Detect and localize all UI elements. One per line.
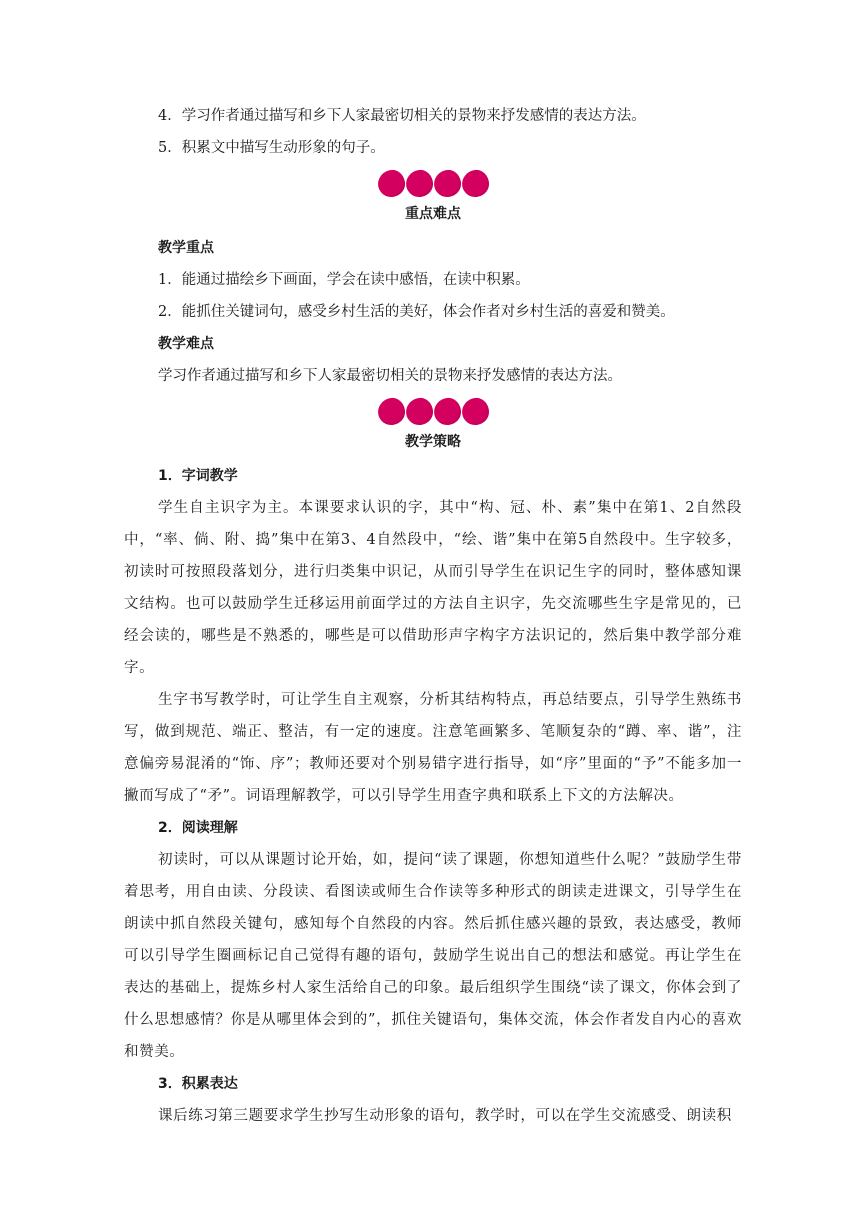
strategy-heading-expression: 3．积累表达 — [158, 1076, 238, 1092]
focus-item: 2．能抓住关键词句，感受乡村生活的美好，体会作者对乡村生活的喜爱和赞美。 — [158, 304, 675, 320]
difficulty-heading: 教学难点 — [158, 336, 214, 352]
paragraph: 初读时，可以从课题讨论开始，如，提问“读了课题，你想知道些什么呢？”鼓励学生带着思考，用自由读、分段读、看图读或师生合作读等多种形式的朗读走进课文，引导学生在朗读中抓自然段关键句，感知每个自然段的内容。然后抓住感兴趣的景致，表达感受，教师可以引导学生圈画标记自己觉得有趣的语句，鼓励学生说出自己的想法和感觉。再让学生在表达的基础上，提炼乡村人家生活给自己的印象。最后组织学生围绕“读了课文，你体会到了什么思想感情？你是从哪里体会到的”，抓住关键语句，集体交流，体会作者发自内心的喜欢和赞美。 — [124, 852, 742, 1060]
strategy-heading-reading: 2．阅读理解 — [158, 820, 238, 836]
focus-heading: 教学重点 — [158, 240, 214, 256]
section-title-strategy: 教学策略 — [405, 434, 461, 450]
petal-icon — [432, 396, 462, 426]
paragraph: 课后练习第三题要求学生抄写生动形象的语句，教学时，可以在学生交流感受、朗读积 — [158, 1108, 732, 1124]
page-content — [124, 100, 742, 1132]
objective-item-5: 5．积累文中描写生动形象的句子。 — [158, 140, 385, 156]
petal-icon — [460, 396, 490, 426]
petal-icon — [460, 168, 490, 198]
focus-item: 1．能通过描绘乡下画面，学会在读中感悟，在读中积累。 — [158, 272, 530, 288]
section-banner-decoration — [124, 398, 742, 428]
petal-icon — [404, 396, 434, 426]
section-title-key-points: 重点难点 — [405, 206, 461, 222]
section-banner-decoration — [124, 170, 742, 200]
strategy-heading-vocabulary: 1．字词教学 — [158, 468, 238, 484]
paragraph: 学生自主识字为主。本课要求认识的字，其中“构、冠、朴、素”集中在第1、2自然段中，“率、倘、附、捣”集中在第3、4自然段中，“绘、谐”集中在第5自然段中。生字较多，初读时可按照段落划分，进行归类集中识记，从而引导学生在识记生字的同时，整体感知课文结构。也可以鼓励学生迁移运用前面学过的方法自主识字，先交流哪些生字是常见的，已经会读的，哪些是不熟悉的，哪些是可以借助形声字构字方法识记的，然后集中教学部分难字。 — [124, 500, 742, 676]
petal-icon — [376, 168, 406, 198]
difficulty-text: 学习作者通过描写和乡下人家最密切相关的景物来抒发感情的表达方法。 — [158, 368, 622, 384]
petal-icon — [432, 168, 462, 198]
petal-icon — [376, 396, 406, 426]
objective-item-4: 4．学习作者通过描写和乡下人家最密切相关的景物来抒发感情的表达方法。 — [158, 108, 646, 124]
paragraph: 生字书写教学时，可让学生自主观察，分析其结构特点，再总结要点，引导学生熟练书写，做到规范、端正、整洁，有一定的速度。注意笔画繁多、笔顺复杂的“蹲、率、谐”，注意偏旁易混淆的“饰、序”；教师还要对个别易错字进行指导，如“序”里面的“予”不能多加一撇而写成了“矛”。词语理解教学，可以引导学生用查字典和联系上下文的方法解决。 — [124, 692, 742, 804]
petal-icon — [404, 168, 434, 198]
